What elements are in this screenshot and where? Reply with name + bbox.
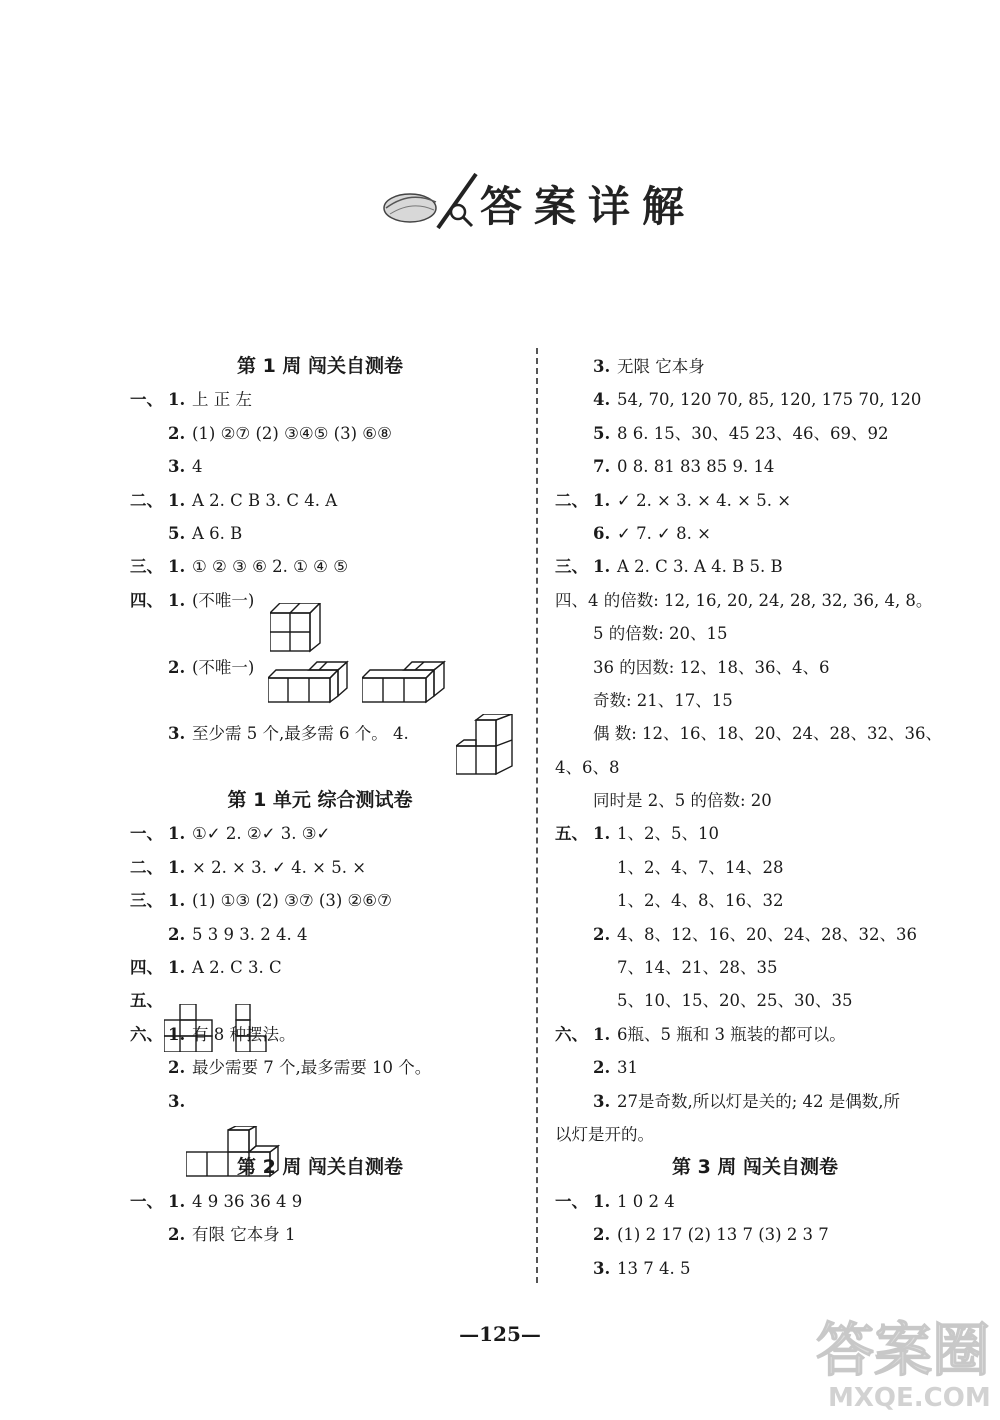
answer-line bbox=[555, 383, 955, 416]
title-block bbox=[380, 168, 720, 238]
answer-text: 36 的因数: 12、18、36、4、6 bbox=[593, 657, 830, 677]
answer-text: 偶 数: 12、16、18、20、24、28、32、36、 bbox=[593, 724, 943, 744]
section-numeral: 四、 bbox=[130, 590, 163, 610]
answer-line bbox=[555, 417, 955, 450]
answer-line bbox=[130, 517, 510, 550]
section-numeral: 三、 bbox=[130, 557, 163, 577]
question-number: 1. bbox=[168, 824, 186, 844]
answer-text: 5 3 9 3. 2 4. 4 bbox=[192, 924, 308, 944]
answer-text: 1、2、5、10 bbox=[617, 824, 719, 844]
answer-text: 54, 70, 120 70, 85, 120, 175 70, 120 bbox=[617, 390, 922, 410]
answer-text: (1) ②⑦ (2) ③④⑤ (3) ⑥⑧ bbox=[192, 423, 392, 443]
cube-figure-2b bbox=[362, 660, 448, 704]
answer-line bbox=[130, 417, 510, 450]
watermark-main: 答案圈 bbox=[816, 1316, 991, 1384]
answer-text: 4、8、12、16、20、24、28、32、36 bbox=[617, 924, 917, 944]
question-number: 2. bbox=[593, 1058, 611, 1078]
question-number: 3. bbox=[593, 357, 611, 376]
question-number: 7. bbox=[593, 457, 611, 477]
answer-text: 奇数: 21、17、15 bbox=[593, 690, 733, 710]
cube-figure-1 bbox=[270, 603, 322, 653]
grid-figure-5a bbox=[164, 1004, 214, 1052]
section-numeral: 四、 bbox=[130, 958, 163, 978]
question-number: 2. bbox=[168, 1225, 186, 1245]
answer-text: 6瓶、5 瓶和 3 瓶装的都可以。 bbox=[617, 1024, 846, 1044]
answer-text: ①✓ 2. ②✓ 3. ③✓ bbox=[192, 824, 331, 844]
scroll-magnifier-icon bbox=[380, 168, 490, 238]
section-heading: 第 1 周 闯关自测卷 bbox=[236, 355, 404, 377]
answer-text: ✓ 7. ✓ 8. × bbox=[617, 523, 711, 543]
section-numeral: 五、 bbox=[130, 991, 163, 1011]
answer-text: 4、6、8 bbox=[555, 757, 620, 777]
answer-line bbox=[555, 784, 955, 817]
answer-text: (1) ①③ (2) ③⑦ (3) ②⑥⑦ bbox=[192, 891, 392, 911]
answer-line bbox=[555, 751, 955, 784]
answer-line bbox=[555, 817, 955, 850]
answer-text: 5 的倍数: 20、15 bbox=[593, 624, 728, 644]
answer-text: ✓ 2. × 3. × 4. × 5. × bbox=[617, 490, 792, 510]
question-number: 1. bbox=[168, 1024, 186, 1044]
answer-text: A 2. C B 3. C 4. A bbox=[192, 490, 338, 510]
answer-line bbox=[555, 584, 955, 617]
answer-line bbox=[555, 1051, 955, 1084]
answer-text: 无限 它本身 bbox=[617, 357, 705, 376]
answer-text: (不唯一) bbox=[192, 590, 255, 610]
answer-line bbox=[555, 984, 955, 1017]
watermark-sub: MXQE.COM bbox=[828, 1383, 991, 1413]
answer-text: 同时是 2、5 的倍数: 20 bbox=[593, 791, 772, 811]
answer-line bbox=[130, 884, 510, 917]
question-number: 1. bbox=[168, 490, 186, 510]
answer-line bbox=[130, 383, 510, 416]
answer-text: 四、4 的倍数: 12, 16, 20, 24, 28, 32, 36, 4, 8。 bbox=[555, 590, 933, 610]
question-number: 3. bbox=[168, 1091, 186, 1111]
question-number: 2. bbox=[593, 924, 611, 944]
question-number: 3. bbox=[168, 457, 186, 477]
answer-line bbox=[555, 684, 955, 717]
answer-line bbox=[130, 851, 510, 884]
section-numeral: 一、 bbox=[130, 824, 163, 844]
answer-line bbox=[555, 1118, 955, 1151]
answer-text: A 6. B bbox=[192, 523, 243, 543]
section-heading: 第 3 周 闯关自测卷 bbox=[671, 1156, 839, 1179]
question-number: 4. bbox=[593, 390, 611, 410]
answer-line bbox=[555, 1018, 955, 1051]
answer-text: 31 bbox=[617, 1058, 638, 1078]
question-number: 5. bbox=[168, 523, 186, 543]
answer-line bbox=[555, 350, 955, 383]
question-number: 3. bbox=[593, 1091, 611, 1111]
question-number: 1. bbox=[168, 857, 186, 877]
section-numeral: 一、 bbox=[130, 1191, 163, 1211]
answer-text: 上 正 左 bbox=[192, 390, 252, 410]
answer-line bbox=[130, 1085, 510, 1118]
answer-text: 有 8 种摆法。 bbox=[192, 1024, 296, 1044]
answer-text: 0 8. 81 83 85 9. 14 bbox=[617, 457, 775, 477]
answer-text: 4 9 36 36 4 9 bbox=[192, 1191, 303, 1211]
answer-line bbox=[555, 1085, 955, 1118]
answer-line bbox=[555, 550, 955, 583]
question-number: 1. bbox=[593, 824, 611, 844]
answer-text: 有限 它本身 1 bbox=[192, 1225, 296, 1245]
answer-text: 7、14、21、28、35 bbox=[617, 958, 778, 978]
answer-line bbox=[555, 651, 955, 684]
answer-line bbox=[130, 450, 510, 483]
answer-line bbox=[130, 1185, 510, 1218]
answer-line bbox=[555, 951, 955, 984]
section-heading: 第 1 单元 综合测试卷 bbox=[227, 789, 413, 812]
section-heading: 第 2 周 闯关自测卷 bbox=[236, 1156, 404, 1179]
cube-figure-4 bbox=[456, 714, 516, 776]
question-number: 1. bbox=[168, 1191, 186, 1211]
question-number: 2. bbox=[168, 924, 186, 944]
question-number: 1. bbox=[168, 590, 186, 610]
cube-figure-6 bbox=[186, 1126, 280, 1178]
question-number: 3. bbox=[593, 1258, 611, 1278]
answer-line bbox=[555, 918, 955, 951]
question-number: 6. bbox=[593, 523, 611, 543]
answer-line bbox=[130, 817, 510, 850]
cube-figure-2a bbox=[268, 660, 350, 704]
answer-line bbox=[555, 717, 955, 750]
question-number: 1. bbox=[168, 958, 186, 978]
section-numeral: 二、 bbox=[130, 857, 163, 877]
question-number: 1. bbox=[593, 490, 611, 510]
answer-line bbox=[555, 1185, 955, 1218]
question-number: 2. bbox=[168, 423, 186, 443]
question-number: 1. bbox=[168, 891, 186, 911]
answer-line bbox=[555, 484, 955, 517]
answer-text: 至少需 5 个,最多需 6 个。 4. bbox=[192, 724, 409, 744]
answer-line bbox=[130, 918, 510, 951]
answer-line bbox=[130, 951, 510, 984]
answer-text: 最少需要 7 个,最多需要 10 个。 bbox=[192, 1058, 432, 1078]
answer-line bbox=[130, 484, 510, 517]
answer-line bbox=[130, 1051, 510, 1084]
answer-line bbox=[555, 1218, 955, 1251]
answer-text: (不唯一) bbox=[192, 657, 255, 677]
section-numeral: 一、 bbox=[555, 1191, 588, 1211]
answer-text: 1 0 2 4 bbox=[617, 1191, 675, 1211]
section-numeral: 三、 bbox=[555, 557, 588, 577]
answer-text: 13 7 4. 5 bbox=[617, 1258, 691, 1278]
answer-line bbox=[555, 1252, 955, 1285]
section-numeral: 五、 bbox=[555, 824, 588, 844]
question-number: 3. bbox=[168, 724, 186, 744]
answer-line bbox=[130, 717, 510, 750]
answer-text: 27是奇数,所以灯是关的; 42 是偶数,所 bbox=[617, 1091, 901, 1111]
column-divider bbox=[536, 348, 538, 1283]
question-number: 1. bbox=[593, 557, 611, 577]
page-title: 答案详解 bbox=[480, 182, 697, 231]
answer-line bbox=[555, 851, 955, 884]
answer-text: 8 6. 15、30、45 23、46、69、92 bbox=[617, 423, 889, 443]
answer-text: × 2. × 3. ✓ 4. × 5. × bbox=[192, 857, 367, 877]
answer-line bbox=[130, 550, 510, 583]
answer-text: ① ② ③ ⑥ 2. ① ④ ⑤ bbox=[192, 557, 349, 577]
question-number: 5. bbox=[593, 423, 611, 443]
section-numeral: 六、 bbox=[555, 1024, 588, 1044]
question-number: 1. bbox=[168, 557, 186, 577]
left-column bbox=[130, 350, 510, 1252]
question-number: 1. bbox=[593, 1024, 611, 1044]
answer-line bbox=[555, 450, 955, 483]
grid-figure-5b bbox=[234, 1004, 270, 1052]
section-numeral: 二、 bbox=[130, 490, 163, 510]
right-column bbox=[555, 350, 955, 1285]
question-number: 2. bbox=[168, 1058, 186, 1078]
question-number: 1. bbox=[593, 1191, 611, 1211]
section-numeral: 二、 bbox=[555, 490, 588, 510]
answer-text: A 2. C 3. A 4. B 5. B bbox=[617, 557, 783, 577]
answer-text: 1、2、4、8、16、32 bbox=[617, 891, 784, 911]
question-number: 2. bbox=[168, 657, 186, 677]
answer-text: 1、2、4、7、14、28 bbox=[617, 857, 784, 877]
section-numeral: 三、 bbox=[130, 891, 163, 911]
answer-text: A 2. C 3. C bbox=[192, 958, 282, 978]
answer-line bbox=[555, 884, 955, 917]
question-number: 1. bbox=[168, 390, 186, 410]
answer-line bbox=[555, 617, 955, 650]
section-numeral: 六、 bbox=[130, 1024, 163, 1044]
answer-line bbox=[130, 1218, 510, 1251]
answer-text: 以灯是开的。 bbox=[555, 1124, 654, 1144]
watermark-logo bbox=[808, 1300, 998, 1415]
section-numeral: 一、 bbox=[130, 390, 163, 410]
answer-text: (1) 2 17 (2) 13 7 (3) 2 3 7 bbox=[617, 1225, 829, 1245]
question-number: 2. bbox=[593, 1225, 611, 1245]
answer-line bbox=[130, 751, 510, 784]
answer-text: 4 bbox=[192, 457, 203, 477]
answer-line bbox=[555, 517, 955, 550]
page-number: —125— bbox=[459, 1322, 541, 1346]
answer-text: 5、10、15、20、25、30、35 bbox=[617, 991, 853, 1011]
